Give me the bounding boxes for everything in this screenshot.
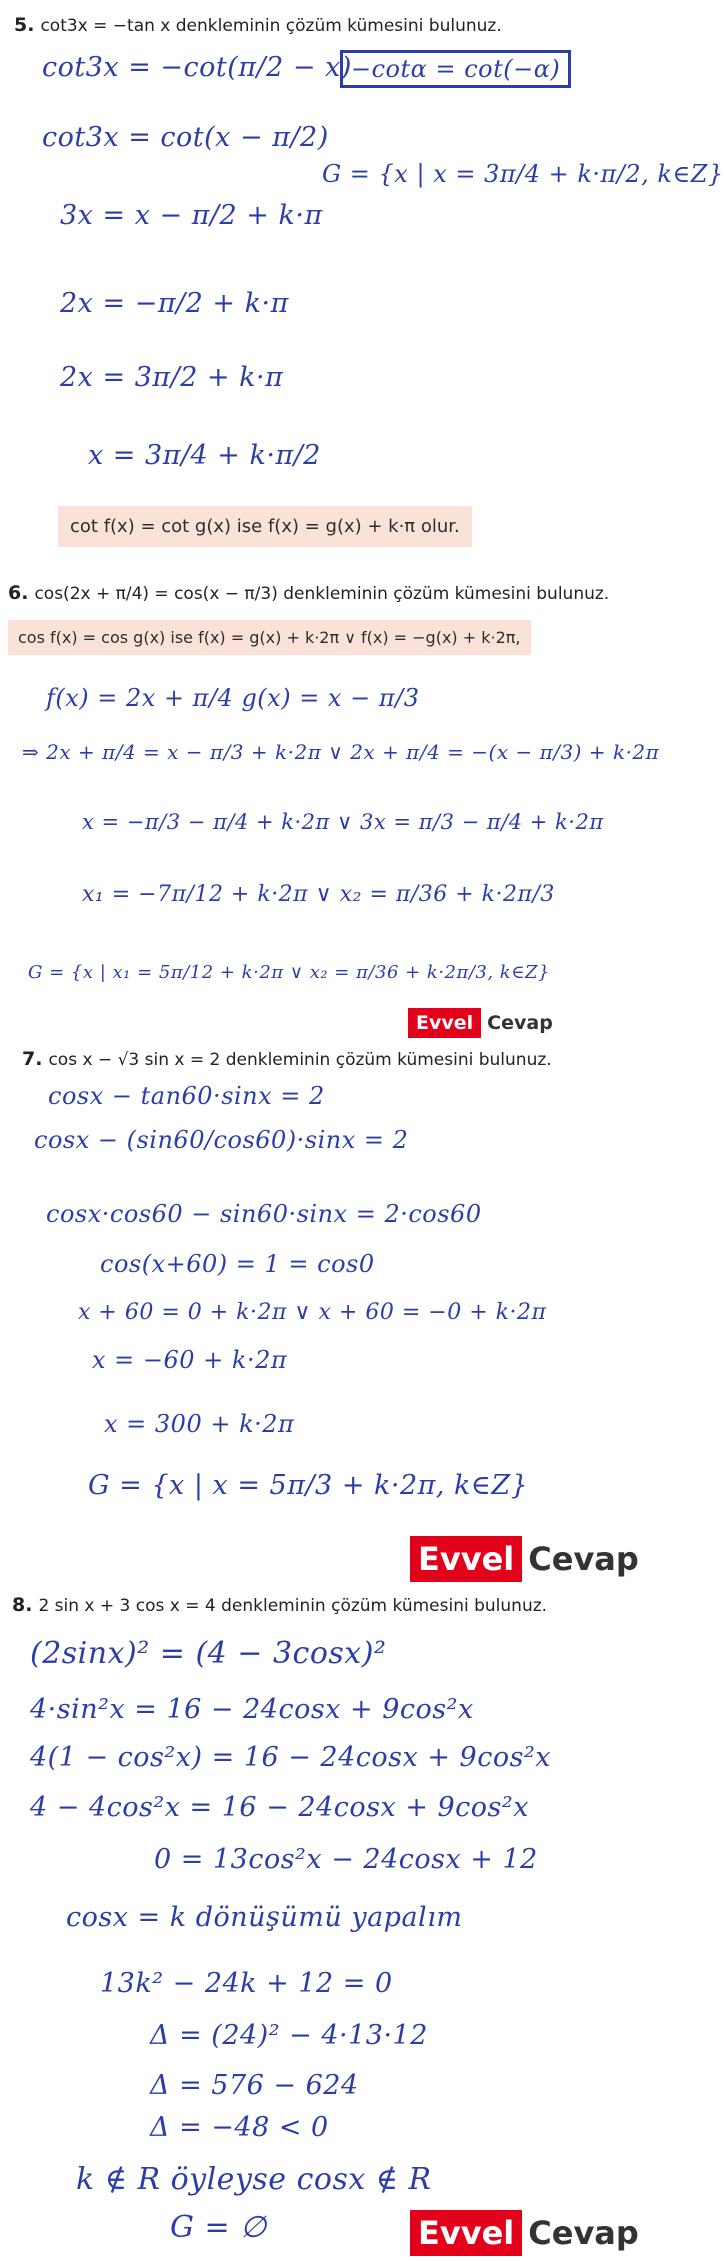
q7-solution-set: G = {x | x = 5π/3 + k·2π, k∈Z} bbox=[88, 1470, 529, 1501]
q6-statement-text: cos(2x + π/4) = cos(x − π/3) denkleminin çözüm kümesini bulunuz. bbox=[34, 584, 610, 604]
q8-step-11: k ∉ R öyleyse cosx ∉ R bbox=[76, 2162, 432, 2197]
q7-step-1: cosx − tan60·sinx = 2 bbox=[48, 1082, 325, 1110]
q5-statement bbox=[14, 14, 502, 36]
q6-statement bbox=[8, 582, 609, 604]
q8-step-6: cosx = k dönüşümü yapalım bbox=[66, 1902, 463, 1933]
q7-step-6: x = −60 + k·2π bbox=[92, 1346, 288, 1374]
q8-step-4: 4 − 4cos²x = 16 − 24cosx + 9cos²x bbox=[30, 1792, 529, 1823]
q8-step-2: 4·sin²x = 16 − 24cosx + 9cos²x bbox=[30, 1694, 474, 1725]
q8-solution-set: G = ∅ bbox=[170, 2210, 267, 2245]
q5-step-2: cot3x = cot(x − π/2) bbox=[42, 122, 329, 153]
q6-step-4: x₁ = −7π/12 + k·2π ∨ x₂ = π/36 + k·2π/3 bbox=[82, 882, 555, 907]
q5-step-6: x = 3π/4 + k·π/2 bbox=[88, 440, 321, 471]
q5-boxed-identity: −cotα = cot(−α) bbox=[340, 50, 571, 88]
logo-cevap: Cevap bbox=[528, 1540, 639, 1578]
q5-step-4: 2x = −π/2 + k·π bbox=[60, 288, 289, 319]
q8-statement-text: 2 sin x + 3 cos x = 4 denkleminin çözüm kümesini bulunuz. bbox=[38, 1596, 548, 1616]
q5-solution-set: G = {x | x = 3π/4 + k·π/2, k∈Z} bbox=[322, 160, 724, 188]
q8-step-9: Δ = 576 − 624 bbox=[150, 2070, 359, 2101]
q8-step-8: Δ = (24)² − 4·13·12 bbox=[150, 2020, 428, 2051]
q7-number: 7. bbox=[22, 1048, 43, 1070]
logo-cevap: Cevap bbox=[487, 1012, 553, 1034]
q8-statement bbox=[12, 1594, 547, 1616]
q8-step-10: Δ = −48 < 0 bbox=[150, 2112, 329, 2143]
evvelcevap-logo bbox=[410, 1536, 645, 1582]
q7-step-5: x + 60 = 0 + k·2π ∨ x + 60 = −0 + k·2π bbox=[78, 1300, 547, 1325]
q7-step-7: x = 300 + k·2π bbox=[104, 1410, 295, 1438]
q7-step-3: cosx·cos60 − sin60·sinx = 2·cos60 bbox=[46, 1200, 482, 1228]
logo-cevap: Cevap bbox=[528, 2214, 639, 2252]
q8-step-5: 0 = 13cos²x − 24cosx + 12 bbox=[154, 1844, 538, 1875]
q8-step-1: (2sinx)² = (4 − 3cosx)² bbox=[30, 1636, 387, 1671]
q8-number: 8. bbox=[12, 1594, 33, 1616]
logo-evvel: Evvel bbox=[410, 2210, 522, 2256]
q5-step-5: 2x = 3π/2 + k·π bbox=[60, 362, 284, 393]
q6-rule-box: cos f(x) = cos g(x) ise f(x) = g(x) + k·2π ∨ f(x) = −g(x) + k·2π, bbox=[8, 620, 531, 655]
q8-step-3: 4(1 − cos²x) = 16 − 24cosx + 9cos²x bbox=[30, 1742, 551, 1773]
q7-statement-text: cos x − √3 sin x = 2 denkleminin çözüm kümesini bulunuz. bbox=[48, 1050, 552, 1070]
logo-evvel: Evvel bbox=[410, 1536, 522, 1582]
q5-rule-box: cot f(x) = cot g(x) ise f(x) = g(x) + k·π olur. bbox=[58, 506, 472, 547]
evvelcevap-logo bbox=[410, 2210, 645, 2256]
q7-step-4: cos(x+60) = 1 = cos0 bbox=[100, 1250, 375, 1278]
q7-statement bbox=[22, 1048, 552, 1070]
q6-step-2: ⇒ 2x + π/4 = x − π/3 + k·2π ∨ 2x + π/4 = −(x − π/3) + k·2π bbox=[22, 740, 660, 764]
q5-step-3: 3x = x − π/2 + k·π bbox=[60, 200, 323, 231]
evvelcevap-logo bbox=[408, 1008, 559, 1038]
q6-solution-set: G = {x | x₁ = 5π/12 + k·2π ∨ x₂ = π/36 + k·2π/3, k∈Z} bbox=[28, 962, 550, 983]
q5-statement-text: cot3x = −tan x denkleminin çözüm kümesini bulunuz. bbox=[40, 16, 502, 36]
q6-number: 6. bbox=[8, 582, 29, 604]
q8-step-7: 13k² − 24k + 12 = 0 bbox=[100, 1968, 393, 1999]
logo-evvel: Evvel bbox=[408, 1008, 481, 1038]
q6-step-1: f(x) = 2x + π/4 g(x) = x − π/3 bbox=[46, 684, 420, 712]
q5-step-1: cot3x = −cot(π/2 − x) bbox=[42, 52, 352, 83]
q5-number: 5. bbox=[14, 14, 35, 36]
q7-step-2: cosx − (sin60/cos60)·sinx = 2 bbox=[34, 1126, 409, 1154]
q6-step-3: x = −π/3 − π/4 + k·2π ∨ 3x = π/3 − π/4 + k·2π bbox=[82, 810, 604, 834]
